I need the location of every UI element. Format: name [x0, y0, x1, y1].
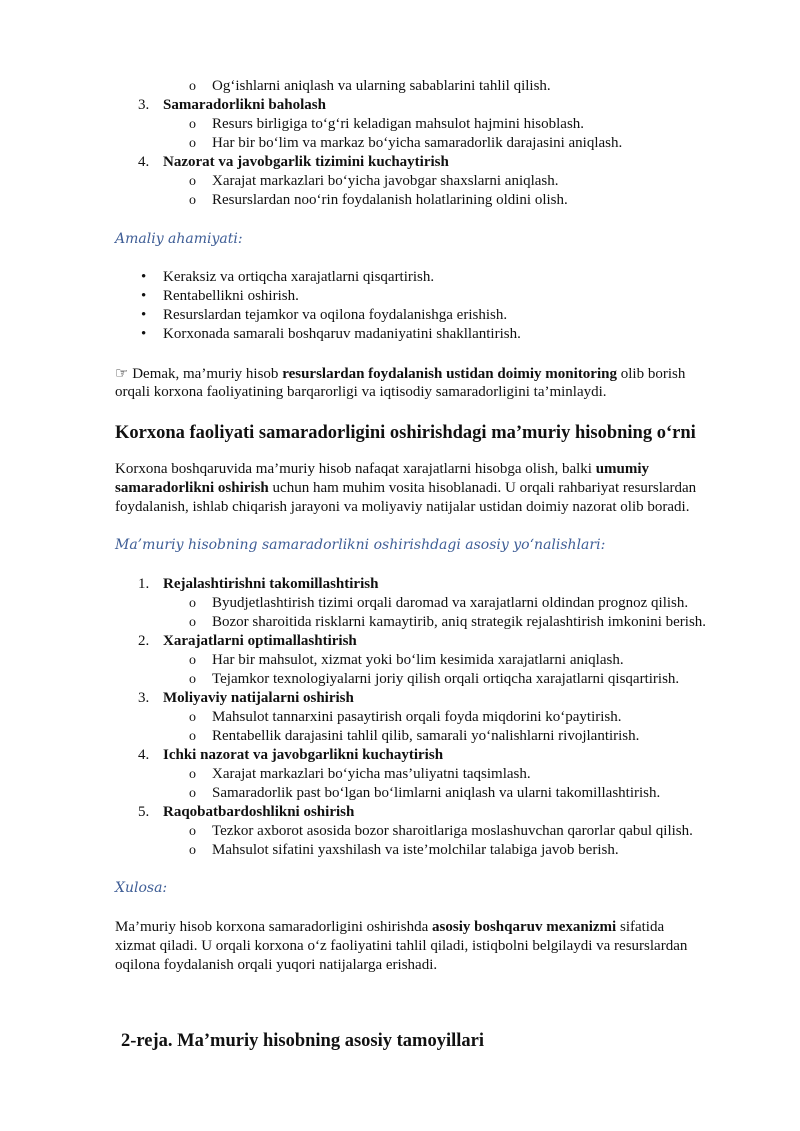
list-item-title: Nazorat va javobgarlik tizimini kuchaytirish [163, 154, 449, 170]
list-item-number: 2. [138, 633, 150, 649]
sub-bullet-marker: o [189, 710, 196, 725]
xulosa-paragraph-line-3: oqilona foydalanish orqali yuqori natijalarga erishadi. [115, 957, 438, 973]
sub-bullet-marker: o [189, 193, 196, 208]
bullet-marker: • [141, 269, 147, 285]
list-sub-item: Xarajat markazlari bo‘yicha mas’uliyatni taqsimlash. [212, 766, 531, 782]
list-sub-item: Tejamkor texnologiyalarni joriy qilish orqali ortiqcha xarajatlarni qisqartirish. [212, 671, 680, 687]
bullet-marker: • [141, 288, 147, 304]
list-item-number: 3. [138, 690, 150, 706]
list-item-title: Raqobatbardoshlikni oshirish [163, 804, 355, 820]
list-sub-item: Resurslardan noo‘rin foydalanish holatlarining oldini olish. [212, 192, 568, 208]
subheading-xulosa: Xulosa: [115, 880, 168, 896]
bullet-marker: • [141, 307, 147, 323]
list-sub-item: Byudjetlashtirish tizimi orqali daromad va xarajatlarni oldindan prognoz qilish. [212, 595, 689, 611]
sub-bullet-marker: o [189, 824, 196, 839]
sub-bullet-marker: o [189, 729, 196, 744]
sub-bullet-marker: o [189, 653, 196, 668]
list-sub-item: Resurs birligiga to‘g‘ri keladigan mahsulot hajmini hisoblash. [212, 116, 585, 132]
list-sub-item: Mahsulot sifatini yaxshilash va iste’molchilar talabiga javob berish. [212, 842, 619, 858]
list-item-number: 1. [138, 576, 150, 592]
demak-paragraph-line-2: orqali korxona faoliyatining barqarorligi va iqtisodiy samaradorligini ta’minlaydi. [115, 384, 607, 400]
sub-bullet-marker: o [189, 596, 196, 611]
sub-bullet-marker: o [189, 174, 196, 189]
bullet-item: Rentabellikni oshirish. [163, 288, 299, 304]
list-item-title: Ichki nazorat va javobgarlikni kuchaytirish [163, 747, 444, 763]
sub-bullet-marker: o [189, 843, 196, 858]
list-sub-item: Rentabellik darajasini tahlil qilib, samarali yo‘nalishlarni rivojlantirish. [212, 728, 640, 744]
bullet-item: Keraksiz va ortiqcha xarajatlarni qisqartirish. [163, 269, 435, 285]
list-item-number: 4. [138, 747, 150, 763]
pointing-hand-icon: ☞ [115, 364, 129, 382]
list-item-title: Samaradorlikni baholash [163, 97, 326, 113]
list-item-number: 3. [138, 97, 150, 113]
list-item-number: 5. [138, 804, 150, 820]
list-item-title: Rejalashtirishni takomillashtirish [163, 576, 379, 592]
bullet-item: Resurslardan tejamkor va oqilona foydalanishga erishish. [163, 307, 508, 323]
section-paragraph-line-3: foydalanish, ishlab chiqarish jarayoni va moliyaviy natijalar ustidan doimiy nazorat olib boradi. [115, 499, 690, 515]
sub-bullet-marker: o [189, 117, 196, 132]
sub-bullet-marker: o [189, 767, 196, 782]
subheading-directions: Ma’muriy hisobning samaradorlikni oshirishdagi asosiy yo‘nalishlari: [115, 537, 606, 553]
sub-bullet-marker: o [189, 615, 196, 630]
plan-heading: 2-reja. Ma’muriy hisobning asosiy tamoyillari [121, 1031, 484, 1051]
list-item-number: 4. [138, 154, 150, 170]
list-sub-item: Og‘ishlarni aniqlash va ularning sabablarini tahlil qilish. [212, 78, 551, 94]
list-sub-item: Mahsulot tannarxini pasaytirish orqali foyda miqdorini ko‘paytirish. [212, 709, 622, 725]
bullet-item: Korxonada samarali boshqaruv madaniyatini shakllantirish. [163, 326, 521, 342]
sub-bullet-marker: o [189, 136, 196, 151]
bullet-marker: • [141, 326, 147, 342]
xulosa-paragraph-line-1: Ma’muriy hisob korxona samaradorligini oshirishda asosiy boshqaruv mexanizmi sifatida [115, 919, 665, 935]
list-sub-item: Xarajat markazlari bo‘yicha javobgar shaxslarni aniqlash. [212, 173, 559, 189]
list-sub-item: Har bir mahsulot, xizmat yoki bo‘lim kesimida xarajatlarni aniqlash. [212, 652, 624, 668]
sub-bullet-marker: o [189, 79, 196, 94]
section-paragraph-line-2: samaradorlikni oshirish uchun ham muhim vosita hisoblanadi. U orqali rahbariyat resurslardan [115, 480, 697, 496]
section-heading: Korxona faoliyati samaradorligini oshirishdagi ma’muriy hisobning o‘rni [115, 423, 696, 443]
sub-bullet-marker: o [189, 672, 196, 687]
list-item-title: Moliyaviy natijalarni oshirish [163, 690, 354, 706]
subheading-amaliy: Amaliy ahamiyati: [115, 231, 243, 247]
list-sub-item: Bozor sharoitida risklarni kamaytirib, aniq strategik rejalashtirish imkonini berish. [212, 614, 707, 630]
demak-paragraph-line-1: ☞ Demak, ma’muriy hisob resurslardan foydalanish ustidan doimiy monitoring olib borish [115, 364, 686, 382]
xulosa-paragraph-line-2: xizmat qiladi. U orqali korxona o‘z faoliyatini tahlil qiladi, istiqbolni belgilaydi va resurslardan [115, 938, 688, 954]
list-item-title: Xarajatlarni optimallashtirish [163, 633, 357, 649]
list-sub-item: Tezkor axborot asosida bozor sharoitlariga moslashuvchan qarorlar qabul qilish. [212, 823, 693, 839]
list-sub-item: Har bir bo‘lim va markaz bo‘yicha samaradorlik darajasini aniqlash. [212, 135, 623, 151]
section-paragraph-line-1: Korxona boshqaruvida ma’muriy hisob nafaqat xarajatlarni hisobga olish, balki umumiy [115, 461, 650, 477]
sub-bullet-marker: o [189, 786, 196, 801]
list-sub-item: Samaradorlik past bo‘lgan bo‘limlarni aniqlash va ularni takomillashtirish. [212, 785, 661, 801]
